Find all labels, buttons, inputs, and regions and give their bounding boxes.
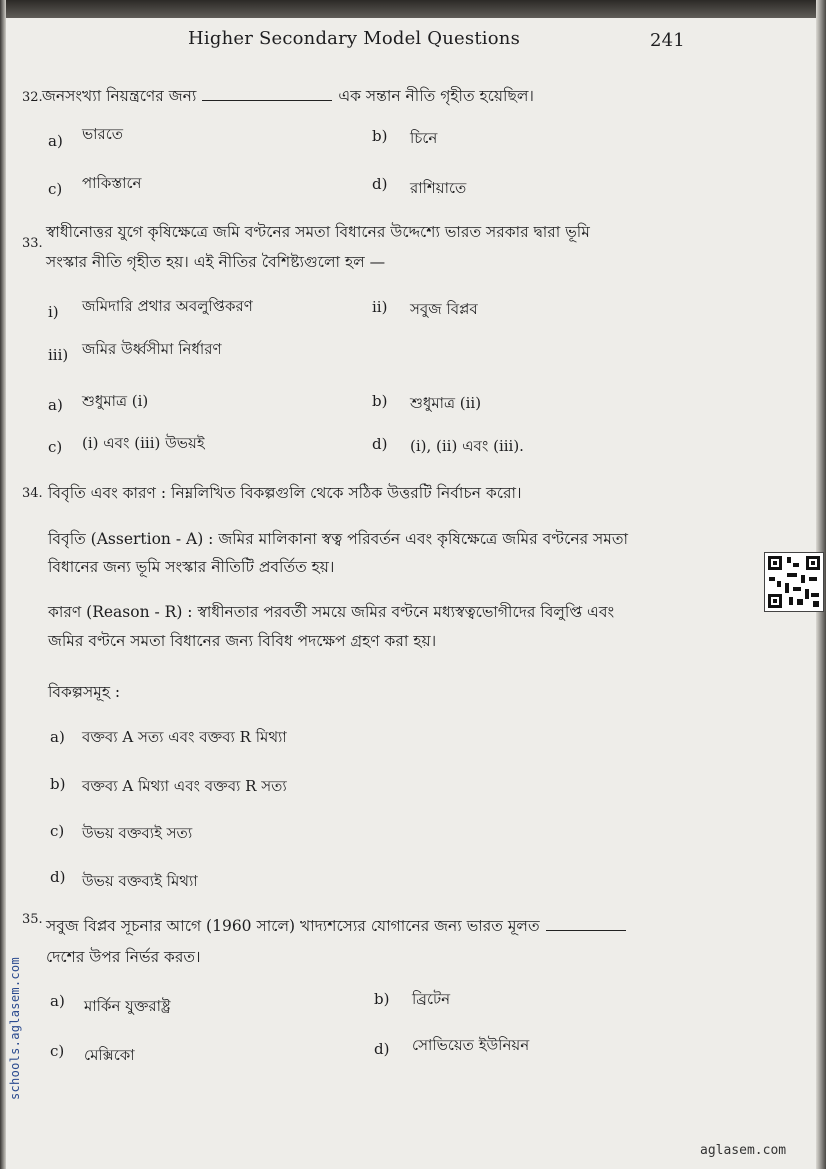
- website-watermark: aglasem.com: [700, 1143, 787, 1158]
- option-label: c): [48, 180, 63, 198]
- option-text: মার্কিন যুক্তরাষ্ট্র: [84, 997, 171, 1015]
- question-text: সংস্কার নীতি গৃহীত হয়। এই নীতির বৈশিষ্ট্যগুলো হল —: [46, 253, 386, 271]
- statement-text: জমির উর্ধ্বসীমা নির্ধারণ: [82, 340, 222, 358]
- website-watermark: schools.aglasem.com: [8, 957, 22, 1100]
- question-number: 34.: [22, 486, 43, 501]
- question-text: [46, 914, 626, 940]
- question-number: 33.: [22, 236, 43, 251]
- statement-text: সবুজ বিপ্লব: [410, 300, 478, 318]
- question-number: 35.: [22, 912, 43, 927]
- answer-blank: [546, 930, 626, 931]
- option-text: শুধুমাত্র (ii): [410, 394, 482, 412]
- assertion-text: বিধানের জন্য ভূমি সংস্কার নীতিটি প্রবর্তিত হয়।: [48, 558, 335, 576]
- option-label: c): [48, 438, 63, 456]
- option-label: a): [50, 728, 65, 746]
- option-label: d): [374, 1040, 390, 1058]
- statement-text: জমিদারি প্রথার অবলুপ্তিকরণ: [82, 297, 253, 315]
- option-label: c): [50, 822, 65, 840]
- option-label: a): [48, 132, 63, 150]
- option-text: পাকিস্তানে: [82, 174, 142, 192]
- option-label: b): [372, 392, 388, 410]
- option-text: (i), (ii) এবং (iii).: [410, 437, 524, 455]
- page-number: 241: [650, 30, 685, 51]
- question-text: দেশের উপর নির্ভর করত।: [46, 948, 201, 966]
- option-text: বক্তব্য A মিথ্যা এবং বক্তব্য R সত্য: [82, 777, 287, 795]
- option-text: রাশিয়াতে: [410, 179, 467, 197]
- option-label: d): [372, 435, 388, 453]
- reason-text: জমির বণ্টনে সমতা বিধানের জন্য বিবিধ পদক্ষেপ গ্রহণ করা হয়।: [48, 632, 437, 650]
- question-text: [42, 84, 534, 110]
- answer-blank: [202, 100, 332, 101]
- question-text-after: এক সন্তান নীতি গৃহীত হয়েছিল।: [338, 87, 534, 105]
- option-label: b): [374, 990, 390, 1008]
- option-label: b): [372, 127, 388, 145]
- statement-label: iii): [48, 346, 69, 364]
- option-label: a): [48, 396, 63, 414]
- question-number: 32.: [22, 90, 43, 105]
- statement-label: ii): [372, 298, 388, 316]
- choices-heading: বিকল্পসমূহ :: [48, 683, 121, 701]
- option-text: সোভিয়েত ইউনিয়ন: [412, 1036, 530, 1054]
- option-text: (i) এবং (iii) উভয়ই: [82, 434, 205, 452]
- option-text: বক্তব্য A সত্য এবং বক্তব্য R মিথ্যা: [82, 728, 287, 746]
- assertion-text: বিবৃতি (Assertion - A) : জমির মালিকানা স্বত্ব পরিবর্তন এবং কৃষিক্ষেত্রে জমির বণ্টনের সমতা: [48, 530, 629, 548]
- option-text: উভয় বক্তব্যই মিথ্যা: [82, 872, 198, 890]
- question-text: বিবৃতি এবং কারণ : নিম্নলিখিত বিকল্পগুলি থেকে সঠিক উত্তরটি নির্বাচন করো।: [48, 484, 522, 502]
- question-text-before: জনসংখ্যা নিয়ন্ত্রণের জন্য: [42, 87, 197, 105]
- option-text: ভারতে: [82, 125, 124, 143]
- option-label: c): [50, 1042, 65, 1060]
- option-text: শুধুমাত্র (i): [82, 392, 149, 410]
- option-label: d): [372, 175, 388, 193]
- reason-text: কারণ (Reason - R) : স্বাধীনতার পরবর্তী সময়ে জমির বণ্টনে মধ্যস্বত্বভোগীদের বিলুপ্তি এবং: [48, 603, 615, 621]
- statement-label: i): [48, 303, 59, 321]
- question-text-line1: সবুজ বিপ্লব সূচনার আগে (1960 সালে) খাদ্যশস্যের যোগানের জন্য ভারত মূলত: [46, 917, 540, 935]
- option-text: ব্রিটেন: [412, 990, 451, 1008]
- option-text: চিনে: [410, 129, 438, 147]
- option-label: b): [50, 775, 66, 793]
- option-text: মেক্সিকো: [84, 1046, 135, 1064]
- option-label: d): [50, 868, 66, 886]
- question-text: স্বাধীনোত্তর যুগে কৃষিক্ষেত্রে জমি বণ্টনের সমতা বিধানের উদ্দেশ্যে ভারত সরকার দ্বারা ভূমি: [46, 223, 590, 241]
- qr-code-icon: [764, 552, 824, 612]
- option-text: উভয় বক্তব্যই সত্য: [82, 824, 193, 842]
- page-header-title: Higher Secondary Model Questions: [188, 28, 521, 49]
- option-label: a): [50, 992, 65, 1010]
